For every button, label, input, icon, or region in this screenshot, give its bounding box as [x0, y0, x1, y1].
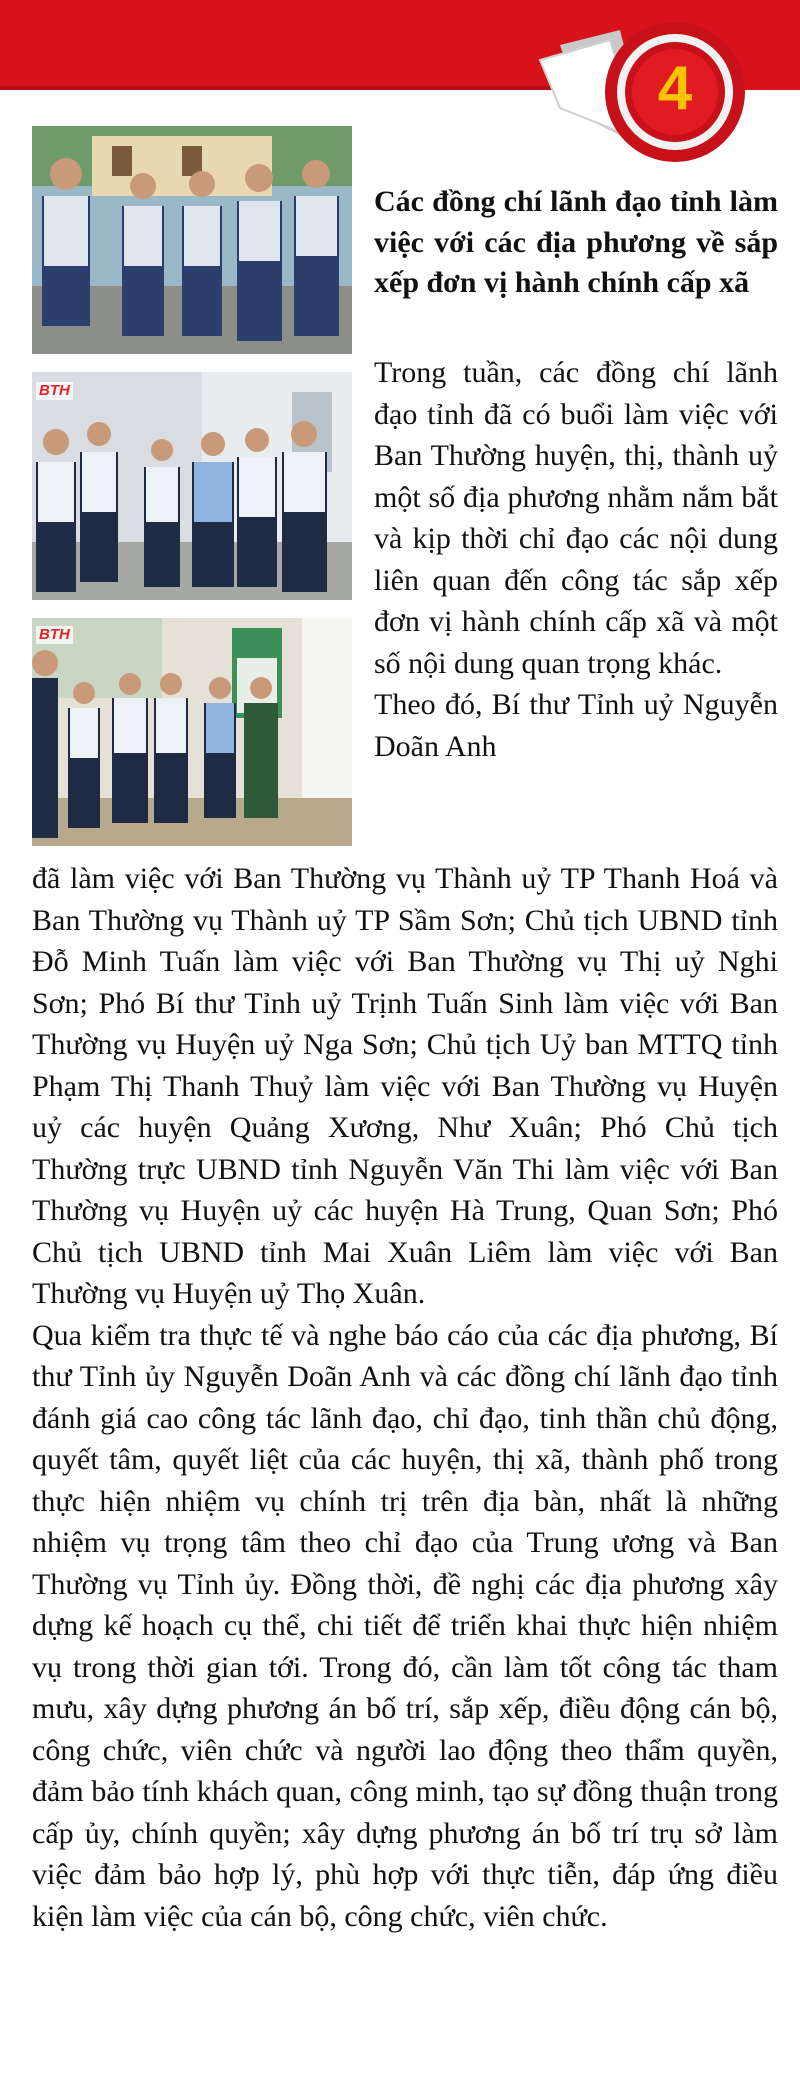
paragraph-intro: Trong tuần, các đồng chí lãnh đạo tỉnh đã có buổi làm việc với Ban Thường huyện, thị, thành uỷ một số địa phương nhằm nắm bắt và kịp thời chỉ đạo các nội dung liên quan đến công tác sắp xếp đơn vị hành chính cấp xã và một số nội dung quan trọng khác.	[374, 356, 778, 680]
article-column-text	[374, 352, 778, 767]
photo-officials-meeting	[32, 126, 352, 354]
photo-illustration	[32, 372, 352, 600]
photo-illustration	[32, 126, 352, 354]
paragraph-detail-start: Theo đó, Bí thư Tỉnh uỷ Nguyễn Doãn Anh	[374, 688, 778, 763]
newspaper-logo: BTH	[36, 382, 73, 400]
section-number-badge: 4	[657, 53, 693, 123]
photo-officials-reviewing-boards	[32, 618, 352, 846]
paragraph-detail-continued: đã làm việc với Ban Thường vụ Thành uỷ TP Thanh Hoá và Ban Thường vụ Thành uỷ TP Sầm Sơn; Chủ tịch UBND tỉnh Đỗ Minh Tuấn làm việc với Ban Thường vụ Thị uỷ Nghi Sơn; Phó Bí thư Tỉnh uỷ Trịnh Tuấn Sinh làm việc với Ban Thường vụ Huyện uỷ Nga Sơn; Chủ tịch Uỷ ban MTTQ tỉnh Phạm Thị Thanh Thuỷ làm việc với Ban Thường vụ Huyện uỷ các huyện Quảng Xương, Như Xuân; Phó Chủ tịch Thường trực UBND tỉnh Nguyễn Văn Thi làm việc với Ban Thường vụ Huyện uỷ các huyện Hà Trung, Quan Sơn; Phó Chủ tịch UBND tỉnh Mai Xuân Liêm làm việc với Ban Thường vụ Huyện uỷ Thọ Xuân.	[32, 862, 778, 1310]
article-title: Các đồng chí lãnh đạo tỉnh làm việc với các địa phương về sắp xếp đơn vị hành chính cấp xã	[374, 185, 778, 299]
photo-officials-inspecting	[32, 372, 352, 600]
newspaper-logo: BTH	[36, 626, 73, 644]
photo-illustration	[32, 618, 352, 846]
paragraph-assessment: Qua kiểm tra thực tế và nghe báo cáo của các địa phương, Bí thư Tỉnh ủy Nguyễn Doãn Anh và các đồng chí lãnh đạo tỉnh đánh giá cao công tác lãnh đạo, chỉ đạo, tinh thần chủ động, quyết tâm, quyết liệt của các huyện, thị xã, thành phố trong thực hiện nhiệm vụ chính trị trên địa bàn, nhất là những nhiệm vụ trọng tâm theo chỉ đạo của Trung ương và Ban Thường vụ Tỉnh ủy. Đồng thời, đề nghị các địa phương xây dựng kế hoạch cụ thể, chi tiết để triển khai thực hiện nhiệm vụ trong thời gian tới. Trong đó, cần làm tốt công tác tham mưu, xây dựng phương án bố trí, sắp xếp, điều động cán bộ, công chức, viên chức và người lao động theo thẩm quyền, đảm bảo tính khách quan, công minh, tạo sự đồng thuận trong cấp ủy, chính quyền; xây dựng phương án bố trí trụ sở làm việc đảm bảo hợp lý, phù hợp với thực tiễn, đáp ứng điều kiện làm việc của cán bộ, công chức, viên chức.	[32, 1318, 778, 1933]
article-body	[32, 858, 778, 1937]
